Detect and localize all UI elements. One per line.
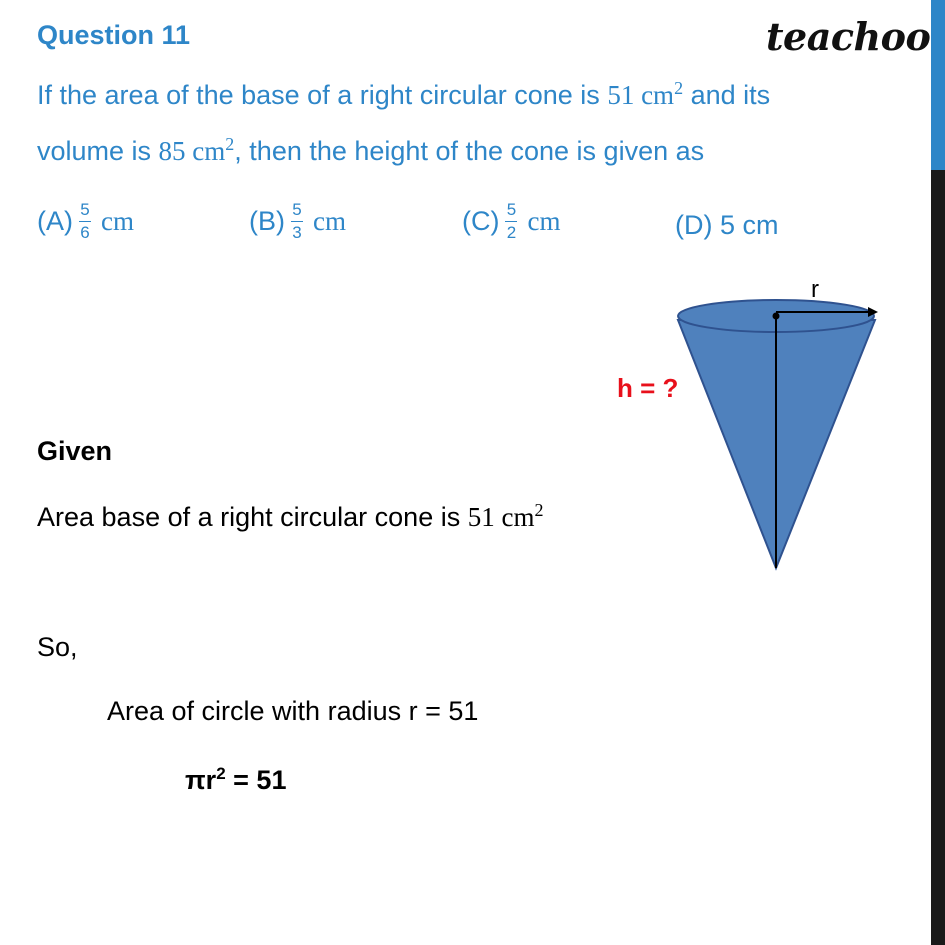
option-c-unit: cm bbox=[527, 206, 561, 236]
question-line-1-suffix: and its bbox=[683, 80, 771, 110]
option-b-unit: cm bbox=[313, 206, 346, 236]
option-d-label: (D) bbox=[675, 210, 713, 240]
radius-label: r bbox=[811, 276, 819, 303]
option-c-numerator: 5 bbox=[506, 200, 517, 219]
sidebar-accent-bar bbox=[931, 0, 945, 170]
area-statement: Area of circle with radius r = 51 bbox=[107, 696, 479, 726]
base-area-exponent: 2 bbox=[674, 78, 684, 98]
option-a-label: (A) bbox=[37, 206, 73, 236]
option-c bbox=[462, 200, 560, 243]
height-label: h = ? bbox=[617, 373, 679, 403]
given-heading: Given bbox=[37, 436, 113, 466]
volume-exponent: 2 bbox=[225, 134, 235, 154]
formula-rest: = 51 bbox=[225, 765, 287, 795]
cone-diagram bbox=[660, 280, 900, 580]
option-a-denominator: 6 bbox=[80, 223, 90, 242]
option-a-numerator: 5 bbox=[80, 200, 90, 219]
given-exponent: 2 bbox=[534, 500, 544, 520]
question-line-2 bbox=[37, 134, 704, 167]
option-b-denominator: 3 bbox=[292, 223, 302, 242]
option-c-denominator: 2 bbox=[506, 223, 517, 242]
question-line-1 bbox=[37, 78, 770, 111]
center-point bbox=[773, 313, 780, 320]
option-a bbox=[37, 200, 134, 243]
so-label: So, bbox=[37, 632, 78, 662]
given-value: 51 cm bbox=[467, 502, 535, 532]
volume-value: 85 cm bbox=[158, 136, 226, 166]
given-prefix: Area base of a right circular cone is bbox=[37, 502, 468, 532]
question-title: Question 11 bbox=[37, 20, 191, 50]
question-line-2-suffix: , then the height of the cone is given as bbox=[234, 136, 705, 166]
option-c-label: (C) bbox=[462, 206, 500, 236]
question-line-1-prefix: If the area of the base of a right circular cone is bbox=[37, 80, 608, 110]
option-b bbox=[249, 200, 346, 243]
option-c-fraction bbox=[505, 200, 517, 243]
option-b-numerator: 5 bbox=[292, 200, 302, 219]
teachoo-logo: teachoo bbox=[766, 14, 931, 59]
formula-exponent: 2 bbox=[216, 764, 226, 783]
option-a-unit: cm bbox=[101, 206, 134, 236]
formula-pi-r: πr bbox=[185, 765, 217, 795]
option-b-label: (B) bbox=[249, 206, 285, 236]
option-d bbox=[675, 210, 779, 241]
given-statement bbox=[37, 500, 543, 533]
question-line-2-prefix: volume is bbox=[37, 136, 159, 166]
option-b-fraction bbox=[291, 200, 303, 243]
option-a-fraction bbox=[79, 200, 91, 243]
option-d-text: 5 cm bbox=[720, 210, 779, 240]
base-area-value: 51 cm bbox=[607, 80, 675, 110]
area-formula bbox=[185, 764, 286, 796]
